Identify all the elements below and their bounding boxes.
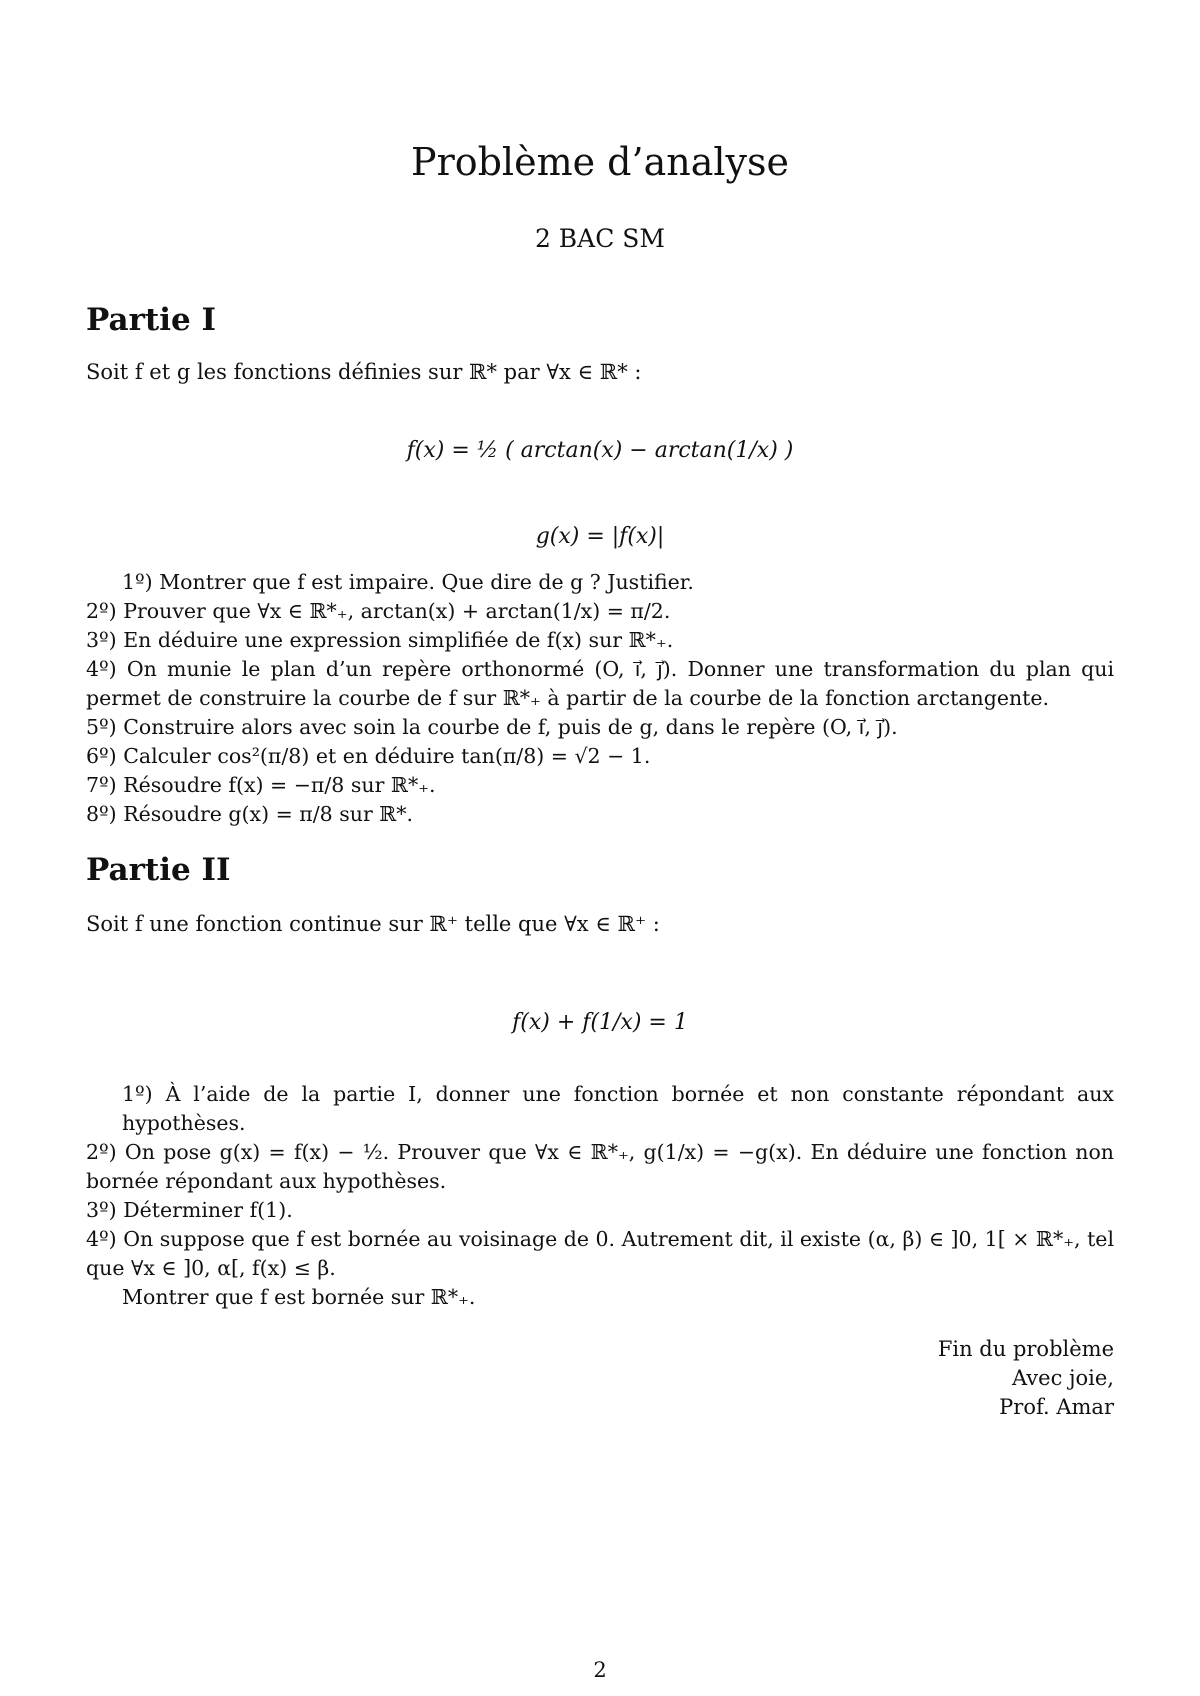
part2-intro: Soit f une fonction continue sur ℝ⁺ telle que ∀x ∈ ℝ⁺ : <box>86 912 660 936</box>
part1-question: 7º) Résoudre f(x) = −π/8 sur ℝ*₊. <box>86 773 436 797</box>
closing-line-greeting: Avec joie, <box>1011 1366 1114 1390</box>
part1-heading: Partie I <box>86 302 217 338</box>
part2-question-list <box>86 1080 1114 1312</box>
part1-question: 3º) En déduire une expression simplifiée de f(x) sur ℝ*₊. <box>86 628 674 652</box>
part2-question: 1º) À l’aide de la partie I, donner une fonction bornée et non constante répondant aux hypothèses. <box>122 1082 1114 1135</box>
part2-question: 4º) On suppose que f est bornée au voisinage de 0. Autrement dit, il existe (α, β) ∈ ]0, 1[ × ℝ*₊, tel que ∀x ∈ ]0, α[, f(x) ≤ β. <box>86 1227 1114 1280</box>
part1-equation-f: f(x) = ½ ( arctan(x) − arctan(1/x) ) <box>406 438 794 463</box>
part1-question: 2º) Prouver que ∀x ∈ ℝ*₊, arctan(x) + arctan(1/x) = π/2. <box>86 599 671 623</box>
part1-question: 8º) Résoudre g(x) = π/8 sur ℝ*. <box>86 802 414 826</box>
part1-question: 6º) Calculer cos²(π/8) et en déduire tan(π/8) = √2 − 1. <box>86 744 651 768</box>
closing-line-end: Fin du problème <box>937 1337 1114 1361</box>
document-title: Problème d’analyse <box>411 140 789 184</box>
part1-question: 4º) On munie le plan d’un repère orthonormé (O, i⃗, j⃗). Donner une transformation du plan qui permet de construire la courbe de f sur ℝ*₊ à partir de la courbe de la fonction arctangente. <box>86 657 1114 710</box>
page-number: 2 <box>593 1658 607 1682</box>
part2-question: 2º) On pose g(x) = f(x) − ½. Prouver que ∀x ∈ ℝ*₊, g(1/x) = −g(x). En déduire une fonction non bornée répondant aux hypothèses. <box>86 1140 1114 1193</box>
part2-heading: Partie II <box>86 852 231 888</box>
document-subtitle: 2 BAC SM <box>534 224 666 253</box>
part1-equation-g: g(x) = |f(x)| <box>535 524 665 549</box>
part1-question: 1º) Montrer que f est impaire. Que dire de g ? Justifier. <box>122 570 694 594</box>
part1-intro: Soit f et g les fonctions définies sur ℝ* par ∀x ∈ ℝ* : <box>86 360 642 384</box>
part2-question: Montrer que f est bornée sur ℝ*₊. <box>122 1285 476 1309</box>
part2-question: 3º) Déterminer f(1). <box>86 1198 293 1222</box>
part2-equation: f(x) + f(1/x) = 1 <box>512 1010 688 1035</box>
part1-question: 5º) Construire alors avec soin la courbe de f, puis de g, dans le repère (O, i⃗, j⃗). <box>86 715 898 739</box>
part1-question-list <box>86 568 1114 829</box>
closing-signature <box>938 1335 1114 1422</box>
closing-line-author: Prof. Amar <box>999 1395 1114 1419</box>
